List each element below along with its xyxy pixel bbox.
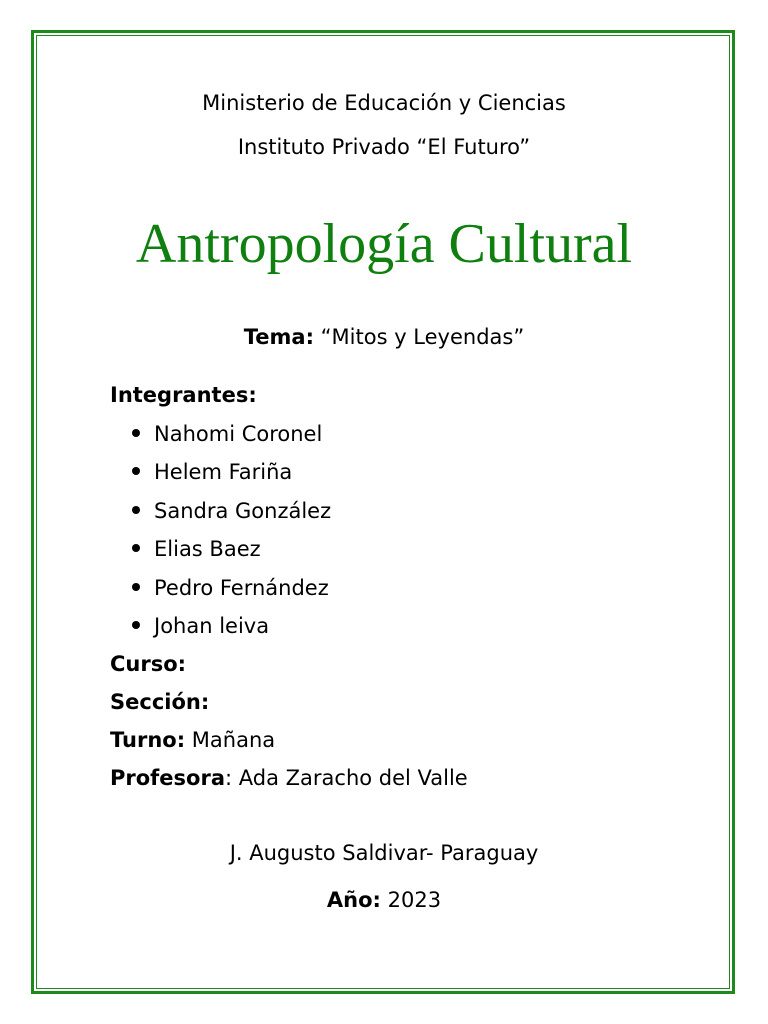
member-item: [132, 459, 292, 485]
member-name: Pedro Fernández: [154, 576, 329, 600]
bullet-icon: [132, 544, 140, 552]
topic-value: “Mitos y Leyendas”: [320, 325, 525, 349]
teacher-value: : Ada Zaracho del Valle: [225, 766, 468, 790]
document-title: Antropología Cultural: [135, 213, 633, 275]
topic-line: [0, 324, 768, 350]
year-value: 2023: [387, 888, 442, 912]
members-label: [110, 382, 257, 408]
course-line: [110, 651, 186, 677]
shift-label: Turno:: [110, 728, 186, 752]
shift-value: Mañana: [191, 728, 276, 752]
section-label: Sección:: [110, 690, 210, 714]
year-line: [0, 887, 768, 913]
course-label: Curso:: [110, 652, 187, 676]
member-name: Helem Fariña: [154, 460, 293, 484]
section-line: [110, 689, 209, 715]
bullet-icon: [132, 583, 140, 591]
member-name: Nahomi Coronel: [154, 422, 323, 446]
bullet-icon: [132, 429, 140, 437]
bullet-icon: [132, 467, 140, 475]
institute-line: Instituto Privado “El Futuro”: [237, 135, 531, 159]
year-label: Año:: [326, 888, 381, 912]
member-name: Elias Baez: [154, 537, 261, 561]
teacher-line: [110, 765, 468, 791]
bullet-icon: [132, 621, 140, 629]
teacher-label: Profesora: [110, 766, 226, 790]
member-item: [132, 575, 329, 601]
members-label-text: Integrantes:: [110, 383, 257, 407]
member-name: Sandra González: [154, 499, 332, 523]
bullet-icon: [132, 506, 140, 514]
member-name: Johan leiva: [154, 614, 270, 638]
location-line: J. Augusto Saldivar- Paraguay: [229, 841, 539, 865]
member-item: [132, 613, 269, 639]
ministry-line: Ministerio de Educación y Ciencias: [202, 91, 566, 115]
topic-label: Tema:: [243, 325, 314, 349]
shift-line: [110, 727, 275, 753]
member-item: [132, 498, 331, 524]
member-item: [132, 536, 261, 562]
member-item: [132, 421, 322, 447]
